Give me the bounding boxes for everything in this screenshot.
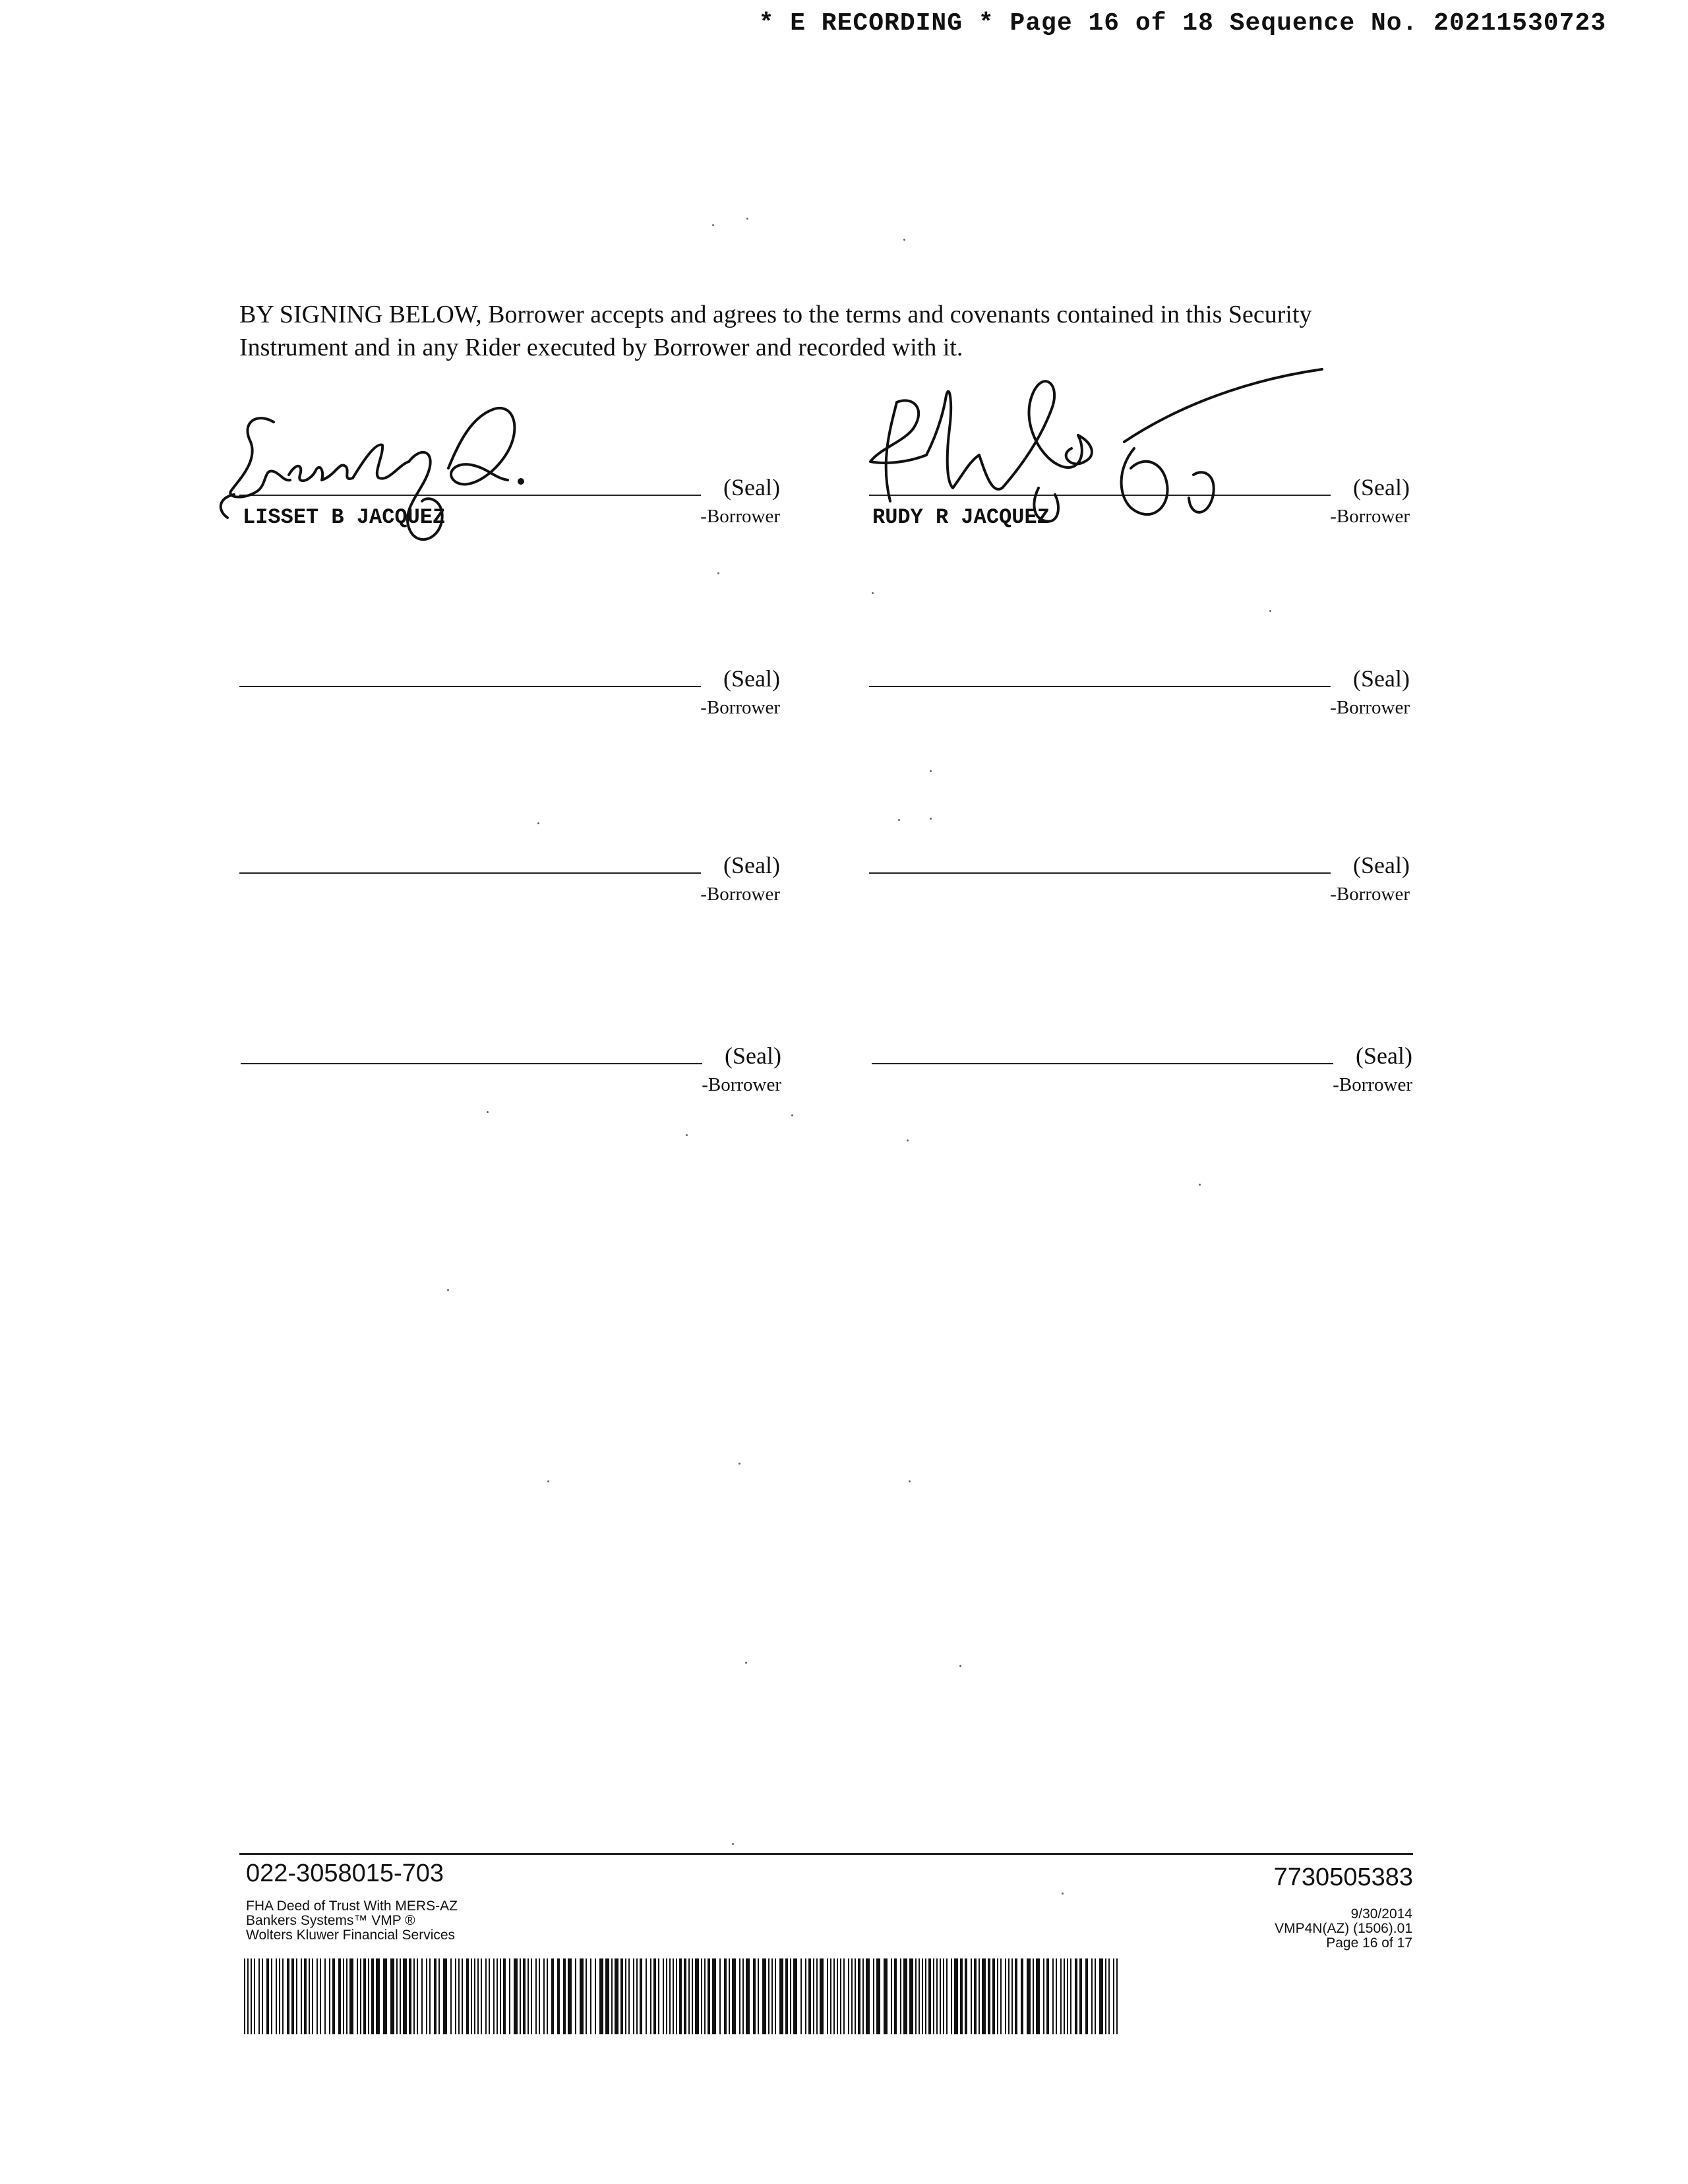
borrower-label: -Borrower xyxy=(1330,697,1410,718)
barcode-bar xyxy=(332,1958,335,2034)
barcode-bar xyxy=(458,1958,460,2034)
barcode-bar xyxy=(503,1958,506,2034)
barcode-bar xyxy=(808,1958,811,2034)
barcode-bar xyxy=(481,1958,482,2034)
form-title: FHA Deed of Trust With MERS-AZ xyxy=(246,1898,458,1914)
barcode-bar xyxy=(891,1958,892,2034)
barcode-bar xyxy=(434,1958,437,2034)
borrower-label: -Borrower xyxy=(1330,884,1410,905)
signature-line xyxy=(241,1063,702,1064)
barcode-bar xyxy=(316,1958,318,2034)
barcode-bar xyxy=(376,1958,380,2034)
scan-speck xyxy=(487,1111,489,1113)
form-company: Wolters Kluwer Financial Services xyxy=(246,1927,456,1943)
barcode-bar xyxy=(813,1958,814,2034)
barcode-bar xyxy=(919,1958,920,2034)
form-code: VMP4N(AZ) (1506).01 xyxy=(1275,1921,1412,1936)
barcode-bar xyxy=(276,1958,277,2034)
barcode-bar xyxy=(793,1958,797,2034)
form-vendor: Bankers Systems™ VMP ® xyxy=(246,1913,415,1928)
signature-line xyxy=(239,872,701,874)
barcode-bar xyxy=(805,1958,806,2034)
barcode-bar xyxy=(673,1958,674,2034)
barcode-bar xyxy=(827,1958,828,2034)
barcode-bar xyxy=(1075,1958,1077,2034)
borrower-label: -Borrower xyxy=(1330,506,1410,527)
barcode-bar xyxy=(413,1958,415,2034)
barcode-bar xyxy=(692,1958,693,2034)
barcode-bar xyxy=(742,1958,744,2034)
barcode-bar xyxy=(1070,1958,1071,2034)
barcode-bar xyxy=(466,1958,469,2034)
barcode-bar xyxy=(915,1958,917,2034)
barcode-bar xyxy=(580,1958,584,2034)
barcode-bar xyxy=(628,1958,630,2034)
barcode-bar xyxy=(520,1958,521,2034)
barcode-bar xyxy=(535,1958,537,2034)
barcode-bar xyxy=(979,1958,980,2034)
seal-label: (Seal) xyxy=(723,665,780,692)
barcode-bar xyxy=(605,1958,609,2034)
barcode-bar xyxy=(982,1958,986,2034)
signature-block-empty xyxy=(869,846,1410,905)
barcode-bar xyxy=(563,1958,566,2034)
scan-speck xyxy=(732,1843,734,1845)
barcode-bar xyxy=(843,1958,845,2034)
barcode-bar xyxy=(528,1958,529,2034)
signature-line xyxy=(239,495,701,496)
barcode-bar xyxy=(640,1958,642,2034)
scan-speck xyxy=(686,1134,688,1136)
barcode-bar xyxy=(1060,1958,1062,2034)
borrower-label: -Borrower xyxy=(700,884,780,905)
barcode-bar xyxy=(523,1958,526,2034)
barcode-bar xyxy=(848,1958,849,2034)
barcode-bar xyxy=(620,1958,623,2034)
scan-speck xyxy=(738,1463,740,1465)
seal-label: (Seal) xyxy=(723,852,780,878)
scan-speck xyxy=(547,1480,549,1482)
barcode-bar xyxy=(455,1958,456,2034)
scan-speck xyxy=(907,1139,909,1141)
barcode-bar xyxy=(309,1958,310,2034)
barcode-bar xyxy=(474,1958,475,2034)
barcode-bar xyxy=(753,1958,756,2034)
barcode-bar xyxy=(997,1958,998,2034)
barcode-bar xyxy=(992,1958,995,2034)
barcode-bar xyxy=(971,1958,972,2034)
barcode-bar xyxy=(400,1958,401,2034)
barcode-bar xyxy=(679,1958,682,2034)
barcode-bar xyxy=(701,1958,702,2034)
barcode-bar xyxy=(785,1958,788,2034)
barcode-bar xyxy=(551,1958,554,2034)
signature-line xyxy=(869,686,1331,687)
barcode-bar xyxy=(732,1958,736,2034)
barcode-bar xyxy=(676,1958,677,2034)
barcode-bar xyxy=(547,1958,548,2034)
borrower-label: -Borrower xyxy=(702,1074,781,1095)
barcode-bar xyxy=(1091,1958,1093,2034)
scan-speck xyxy=(930,818,932,820)
barcode-bar xyxy=(922,1958,923,2034)
barcode-bar xyxy=(254,1958,255,2034)
barcode-bar xyxy=(438,1958,440,2034)
barcode-bar xyxy=(343,1958,344,2034)
barcode-bar xyxy=(876,1958,880,2034)
barcode-bar xyxy=(704,1958,706,2034)
signature-block-empty xyxy=(869,659,1410,719)
barcode-bar xyxy=(633,1958,634,2034)
barcode-bar xyxy=(708,1958,710,2034)
barcode-bar xyxy=(790,1958,791,2034)
barcode-bar xyxy=(1027,1958,1031,2034)
barcode-bar xyxy=(338,1958,341,2034)
barcode-bar xyxy=(988,1958,990,2034)
statement-line-2: Instrument and in any Rider executed by Borrower and recorded with it. xyxy=(239,334,963,361)
scan-speck xyxy=(872,592,874,594)
barcode-bar xyxy=(666,1958,667,2034)
signature-block-lisset xyxy=(239,468,780,528)
barcode-bar xyxy=(928,1958,931,2034)
barcode-bar xyxy=(1036,1958,1040,2034)
barcode-bar xyxy=(1056,1958,1057,2034)
barcode-bar xyxy=(383,1958,387,2034)
barcode-bar xyxy=(663,1958,664,2034)
scan-speck xyxy=(1199,1184,1201,1186)
loan-number-right: 7730505383 xyxy=(1273,1864,1413,1891)
borrower-name: RUDY R JACQUEZ xyxy=(872,505,1050,530)
barcode-bar xyxy=(1116,1958,1118,2034)
signing-statement xyxy=(239,298,1426,364)
barcode-bar xyxy=(894,1958,897,2034)
seal-label: (Seal) xyxy=(1353,852,1410,878)
barcode-bar xyxy=(855,1958,856,2034)
barcode-bar xyxy=(762,1958,766,2034)
barcode-bar xyxy=(866,1958,870,2034)
barcode-bar xyxy=(1052,1958,1054,2034)
barcode-bar xyxy=(586,1958,587,2034)
barcode-bar xyxy=(1064,1958,1065,2034)
barcode-bar xyxy=(954,1958,958,2034)
barcode-bar xyxy=(816,1958,818,2034)
scan-speck xyxy=(1269,610,1271,612)
barcode-bar xyxy=(368,1958,369,2034)
barcode-bar xyxy=(833,1958,835,2034)
form-info xyxy=(246,1899,458,1943)
signature-block-empty xyxy=(239,659,780,719)
barcode-bar xyxy=(279,1958,280,2034)
barcode-bar xyxy=(489,1958,490,2034)
barcode-bar xyxy=(900,1958,901,2034)
borrower-label: -Borrower xyxy=(700,697,780,718)
barcode-bar xyxy=(830,1958,831,2034)
barcode-bar xyxy=(758,1958,759,2034)
scan-speck xyxy=(1062,1893,1064,1895)
barcode-bar xyxy=(903,1958,907,2034)
barcode-bar xyxy=(873,1958,874,2034)
scan-speck xyxy=(791,1114,793,1116)
barcode-bar xyxy=(497,1958,498,2034)
seal-label: (Seal) xyxy=(1353,665,1410,692)
barcode-bar xyxy=(1067,1958,1068,2034)
barcode-bar xyxy=(724,1958,727,2034)
barcode xyxy=(244,1958,1121,2034)
page-number: Page 16 of 17 xyxy=(1326,1935,1412,1951)
borrower-label: -Borrower xyxy=(1333,1074,1412,1095)
scan-speck xyxy=(745,1662,747,1664)
barcode-bar xyxy=(258,1958,260,2034)
barcode-bar xyxy=(271,1958,272,2034)
barcode-bar xyxy=(695,1958,699,2034)
barcode-bar xyxy=(539,1958,540,2034)
barcode-bar xyxy=(443,1958,447,2034)
barcode-bar xyxy=(636,1958,638,2034)
form-meta xyxy=(1275,1907,1412,1951)
barcode-bar xyxy=(1033,1958,1034,2034)
barcode-bar xyxy=(500,1958,501,2034)
barcode-bar xyxy=(974,1958,977,2034)
barcode-bar xyxy=(851,1958,853,2034)
barcode-bar xyxy=(669,1958,671,2034)
barcode-bar xyxy=(909,1958,913,2034)
barcode-bar xyxy=(615,1958,618,2034)
barcode-bar xyxy=(450,1958,452,2034)
barcode-bar xyxy=(1105,1958,1106,2034)
barcode-bar xyxy=(301,1958,302,2034)
scan-speck xyxy=(930,770,932,772)
barcode-bar xyxy=(251,1958,252,2034)
barcode-bar xyxy=(1095,1958,1096,2034)
barcode-bar xyxy=(1015,1958,1017,2034)
barcode-bar xyxy=(543,1958,545,2034)
signature-line xyxy=(869,495,1331,496)
barcode-bar xyxy=(862,1958,864,2034)
barcode-bar xyxy=(684,1958,686,2034)
barcode-bar xyxy=(403,1958,407,2034)
barcode-bar xyxy=(1085,1958,1088,2034)
scan-speck xyxy=(447,1289,449,1291)
seal-label: (Seal) xyxy=(1356,1043,1412,1069)
barcode-bar xyxy=(965,1958,967,2034)
barcode-bar xyxy=(779,1958,783,2034)
barcode-bar xyxy=(771,1958,773,2034)
barcode-bar xyxy=(960,1958,963,2034)
barcode-bar xyxy=(429,1958,431,2034)
barcode-bar xyxy=(1008,1958,1010,2034)
barcode-bar xyxy=(417,1958,418,2034)
barcode-bar xyxy=(575,1958,576,2034)
borrower-label: -Borrower xyxy=(700,506,780,527)
barcode-bar xyxy=(837,1958,838,2034)
scan-speck xyxy=(909,1480,911,1482)
scan-speck xyxy=(712,224,714,226)
barcode-bar xyxy=(262,1958,263,2034)
barcode-bar xyxy=(746,1958,750,2034)
barcode-bar xyxy=(329,1958,330,2034)
barcode-bar xyxy=(390,1958,394,2034)
signature-block-empty xyxy=(872,1037,1412,1096)
barcode-bar xyxy=(349,1958,353,2034)
barcode-bar xyxy=(1113,1958,1114,2034)
footer-rule xyxy=(239,1853,1413,1855)
barcode-bar xyxy=(719,1958,721,2034)
signature-line xyxy=(872,1063,1333,1064)
barcode-bar xyxy=(943,1958,944,2034)
barcode-bar xyxy=(658,1958,659,2034)
barcode-bar xyxy=(650,1958,651,2034)
barcode-bar xyxy=(282,1958,284,2034)
barcode-bar xyxy=(462,1958,463,2034)
barcode-bar xyxy=(514,1958,518,2034)
barcode-bar xyxy=(688,1958,690,2034)
barcode-bar xyxy=(1011,1958,1013,2034)
barcode-bar xyxy=(421,1958,423,2034)
barcode-bar xyxy=(1021,1958,1023,2034)
barcode-bar xyxy=(557,1958,560,2034)
barcode-bar xyxy=(840,1958,841,2034)
signature-block-rudy xyxy=(869,468,1410,528)
form-date: 9/30/2014 xyxy=(1350,1906,1412,1922)
barcode-bar xyxy=(426,1958,427,2034)
barcode-bar xyxy=(360,1958,361,2034)
barcode-bar xyxy=(590,1958,591,2034)
barcode-bar xyxy=(768,1958,769,2034)
barcode-bar xyxy=(951,1958,952,2034)
barcode-bar xyxy=(477,1958,479,2034)
barcode-bar xyxy=(1079,1958,1082,2034)
barcode-bar xyxy=(1000,1958,1002,2034)
barcode-bar xyxy=(599,1958,603,2034)
barcode-bar xyxy=(244,1958,245,2034)
barcode-bar xyxy=(1043,1958,1044,2034)
borrower-name: LISSET B JACQUEZ xyxy=(243,505,446,530)
signature-block-empty xyxy=(241,1037,781,1096)
barcode-bar xyxy=(936,1958,938,2034)
barcode-bar xyxy=(363,1958,366,2034)
seal-label: (Seal) xyxy=(723,474,780,501)
barcode-bar xyxy=(1108,1958,1110,2034)
scan-speck xyxy=(717,572,719,574)
barcode-bar xyxy=(646,1958,647,2034)
barcode-bar xyxy=(729,1958,730,2034)
barcode-bar xyxy=(653,1958,656,2034)
barcode-bar xyxy=(312,1958,313,2034)
barcode-bar xyxy=(884,1958,888,2034)
barcode-bar xyxy=(1046,1958,1049,2034)
barcode-bar xyxy=(595,1958,596,2034)
barcode-bar xyxy=(471,1958,472,2034)
barcode-bar xyxy=(1005,1958,1006,2034)
barcode-bar xyxy=(371,1958,374,2034)
barcode-bar xyxy=(346,1958,347,2034)
signature-line xyxy=(869,872,1331,874)
barcode-bar xyxy=(925,1958,926,2034)
seal-label: (Seal) xyxy=(725,1043,781,1069)
recording-header: * E RECORDING * Page 16 of 18 Sequence No. 20211530723 xyxy=(758,9,1606,38)
scan-speck xyxy=(746,218,748,220)
barcode-bar xyxy=(820,1958,824,2034)
barcode-bar xyxy=(324,1958,326,2034)
barcode-bar xyxy=(266,1958,269,2034)
barcode-bar xyxy=(296,1958,297,2034)
barcode-bar xyxy=(739,1958,740,2034)
signature-block-empty xyxy=(239,846,780,905)
statement-line-1: BY SIGNING BELOW, Borrower accepts and agrees to the terms and covenants contained in this Security xyxy=(239,301,1312,328)
scan-speck xyxy=(537,822,539,824)
barcode-bar xyxy=(933,1958,934,2034)
barcode-bar xyxy=(509,1958,510,2034)
signature-line xyxy=(239,686,701,687)
barcode-bar xyxy=(304,1958,307,2034)
barcode-bar xyxy=(320,1958,321,2034)
barcode-bar xyxy=(611,1958,613,2034)
scan-speck xyxy=(959,1665,961,1667)
barcode-bar xyxy=(485,1958,487,2034)
scan-speck xyxy=(898,819,900,821)
barcode-bar xyxy=(568,1958,572,2034)
barcode-bar xyxy=(357,1958,358,2034)
barcode-bar xyxy=(858,1958,860,2034)
barcode-bar xyxy=(712,1958,716,2034)
barcode-bar xyxy=(1099,1958,1103,2034)
barcode-bar xyxy=(800,1958,802,2034)
scan-speck xyxy=(903,239,905,241)
barcode-bar xyxy=(291,1958,294,2034)
barcode-bar xyxy=(946,1958,948,2034)
barcode-bar xyxy=(940,1958,941,2034)
barcode-bar xyxy=(775,1958,776,2034)
barcode-bar xyxy=(396,1958,398,2034)
barcode-bar xyxy=(247,1958,249,2034)
barcode-bar xyxy=(625,1958,626,2034)
barcode-bar xyxy=(287,1958,289,2034)
seal-label: (Seal) xyxy=(1353,474,1410,501)
loan-number-left: 022-3058015-703 xyxy=(246,1860,444,1887)
barcode-bar xyxy=(531,1958,532,2034)
barcode-bar xyxy=(409,1958,411,2034)
barcode-bar xyxy=(493,1958,495,2034)
